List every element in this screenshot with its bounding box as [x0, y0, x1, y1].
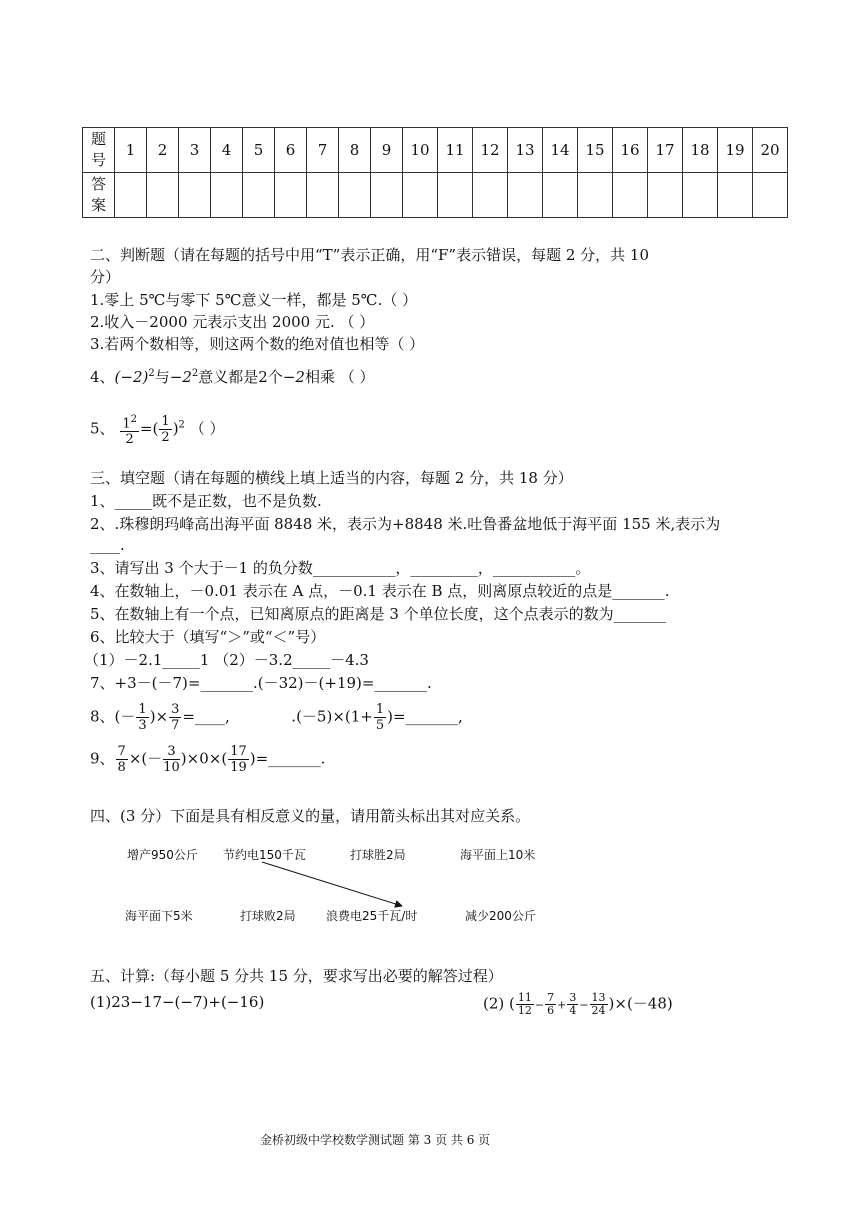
question-number-cell: 8 — [339, 128, 371, 173]
fill-question-1: 1、_____既不是正数，也不是负数. — [90, 492, 322, 510]
p2-fraction-3 — [567, 992, 578, 1017]
question-number-cell: 2 — [147, 128, 179, 173]
p2-op3: − — [579, 998, 589, 1012]
fill-question-2: 2、.珠穆朗玛峰高出海平面 8848 米，表示为+8848 米.吐鲁番盆地低于海平面 155 米,表示为 — [90, 515, 721, 533]
q4-prefix: 4、 — [90, 368, 115, 386]
q9-prefix: 9、 — [90, 749, 115, 768]
q8-mid: )× — [149, 707, 169, 726]
question-number-cell: 11 — [438, 128, 473, 173]
calc-problem-1: (1)23−17−(−7)+(−16) — [90, 993, 265, 1011]
q8-eq: =____, — [182, 707, 230, 726]
q5-f1-exp: 2 — [130, 414, 137, 425]
q8-prefix: 8、(－ — [90, 707, 136, 726]
q9-b: )×0×( — [180, 749, 228, 768]
question-number-cell: 6 — [275, 128, 307, 173]
q5-close: ) — [172, 419, 179, 438]
p2-f4-den: 24 — [591, 1004, 606, 1017]
q9-f3-den: 19 — [230, 760, 247, 775]
p2-f3-num: 3 — [569, 991, 577, 1004]
question-number-cell: 3 — [179, 128, 211, 173]
q4-expr-c: −2 — [282, 368, 305, 386]
fill-question-2-cont: ____. — [90, 536, 125, 554]
question-number-cell: 18 — [683, 128, 718, 173]
fill-question-3: 3、请写出 3 个大于－1 的负分数___________，_________，___________。 — [90, 559, 591, 577]
calc-problem-2 — [483, 992, 673, 1017]
q8-f3-num: 1 — [375, 702, 385, 717]
q5-prefix: 5、 — [90, 419, 115, 438]
q5-f1-num: 1 — [122, 416, 131, 432]
q9-f2-num: 3 — [163, 744, 180, 760]
fill-question-4: 4、在数轴上，－0.01 表示在 A 点，－0.1 表示在 B 点，则离原点较近的点是_______. — [90, 582, 670, 600]
q4-expr-a: (−2) — [114, 368, 149, 386]
q9-f1-num: 7 — [117, 744, 126, 759]
q8-f2-den: 7 — [171, 718, 180, 733]
p2-f2-den: 6 — [547, 1004, 555, 1017]
q4-end: 相乘 （ ） — [304, 368, 375, 386]
diagram-item-top-4[interactable]: 海平面上10米 — [460, 848, 536, 862]
section2-title-cont: 分） — [90, 268, 121, 286]
question-number-cell: 16 — [613, 128, 648, 173]
section4-title: 四、(3 分）下面是具有相反意义的量，请用箭头标出其对应关系。 — [90, 807, 531, 825]
diagram-item-top-1[interactable]: 增产950公斤 — [127, 848, 198, 862]
q8-f1-den: 3 — [138, 718, 147, 733]
question-number-cell: 5 — [243, 128, 275, 173]
p2-fraction-4 — [590, 992, 608, 1017]
p2-op1: − — [534, 998, 545, 1012]
p2-op2: + — [557, 998, 567, 1012]
q5-eq: =( — [139, 419, 159, 438]
q5-exp: 2 — [178, 419, 185, 431]
judge-question-3: 3.若两个数相等，则这两个数的绝对值也相等（ ） — [90, 335, 425, 353]
q4-exp: 2 — [191, 368, 199, 379]
q9-f2-den: 10 — [163, 760, 180, 775]
label-char: 号 — [90, 151, 106, 169]
q8-f1-num: 1 — [138, 702, 147, 717]
diagram-item-top-3[interactable]: 打球胜2局 — [350, 848, 406, 862]
judge-question-2: 2.收入－2000 元表示支出 2000 元. （ ） — [90, 313, 375, 331]
p2-f3-den: 4 — [569, 1004, 577, 1017]
label-char: 案 — [90, 196, 106, 214]
q9-f3-num: 17 — [230, 744, 247, 759]
section5-title: 五、计算:（每小题 5 分共 15 分，要求写出必要的解答过程） — [90, 967, 503, 985]
question-number-cell: 13 — [508, 128, 543, 173]
question-number-cell: 14 — [543, 128, 578, 173]
q5-paren: （ ） — [189, 419, 225, 438]
q8-f3-den: 5 — [375, 718, 385, 733]
q4-exp: 2 — [148, 368, 155, 379]
diagram-item-bottom-3[interactable]: 浪费电25千瓦/时 — [326, 909, 418, 923]
fill-question-6-sub: （1）－2.1_____1 （2）－3.2_____－4.3 — [84, 651, 369, 669]
fill-question-7: 7、+3－(－7)=_______.(－32)－(+19)=_______. — [90, 674, 432, 692]
q9-end: )=_______. — [249, 749, 326, 768]
question-number-cell: 19 — [718, 128, 753, 173]
p2-f2-num: 7 — [547, 991, 555, 1004]
p2-fraction-2 — [545, 992, 556, 1017]
q5-f1-den: 2 — [125, 432, 134, 448]
question-number-cell: 15 — [578, 128, 613, 173]
question-number-cell: 7 — [307, 128, 339, 173]
q4-mid: 与 — [154, 368, 170, 386]
question-number-cell: 9 — [371, 128, 403, 173]
judge-question-1: 1.零上 5℃与零下 5℃意义一样，都是 5℃.（ ） — [90, 291, 418, 309]
fill-question-5: 5、在数轴上有一个点，已知离原点的距离是 3 个单位长度，这个点表示的数为_______ — [90, 605, 667, 623]
diagram-item-bottom-2[interactable]: 打球败2局 — [240, 909, 296, 923]
label-char: 题 — [90, 130, 106, 148]
diagram-item-top-2[interactable]: 节约电150千瓦 — [223, 848, 306, 862]
p2-prefix: (2) ( — [483, 994, 515, 1013]
q8-end: )=_______, — [387, 707, 463, 726]
q4-rest: 意义都是2个 — [198, 368, 283, 386]
diagram-item-bottom-4[interactable]: 减少200公斤 — [465, 909, 536, 923]
q5-f2-den: 2 — [161, 430, 170, 446]
p2-f1-den: 12 — [517, 1004, 532, 1017]
label-char: 答 — [90, 175, 106, 193]
q9-a: ×(－ — [128, 749, 163, 768]
question-number-cell: 17 — [648, 128, 683, 173]
q8-part2: .(－5)×(1+ — [291, 707, 373, 726]
p2-f4-num: 13 — [591, 991, 606, 1004]
p2-end: )×(－48) — [608, 994, 673, 1013]
page-footer: 金桥初级中学校数学测试题 第 3 页 共 6 页 — [260, 1133, 491, 1147]
q5-f2-num: 1 — [161, 414, 170, 430]
p2-fraction-1 — [516, 992, 534, 1017]
section2-title: 二、判断题（请在每题的括号中用“T”表示正确，用“F”表示错误，每题 2 分，共 10 — [90, 246, 650, 264]
diagram-item-bottom-1[interactable]: 海平面下5米 — [125, 909, 193, 923]
question-number-cell: 4 — [211, 128, 243, 173]
q9-f1-den: 8 — [117, 760, 126, 775]
question-number-cell: 1 — [115, 128, 147, 173]
question-number-cell: 12 — [473, 128, 508, 173]
section3-title: 三、填空题（请在每题的横线上填上适当的内容，每题 2 分，共 18 分） — [90, 469, 573, 487]
question-number-cell: 20 — [753, 128, 788, 173]
q8-f2-num: 3 — [171, 702, 180, 717]
q4-expr-b: −2 — [169, 368, 192, 386]
p2-f1-num: 11 — [517, 991, 532, 1004]
question-number-cell: 10 — [403, 128, 438, 173]
fill-question-6: 6、比较大于（填写“＞”或“＜”号） — [90, 628, 326, 646]
